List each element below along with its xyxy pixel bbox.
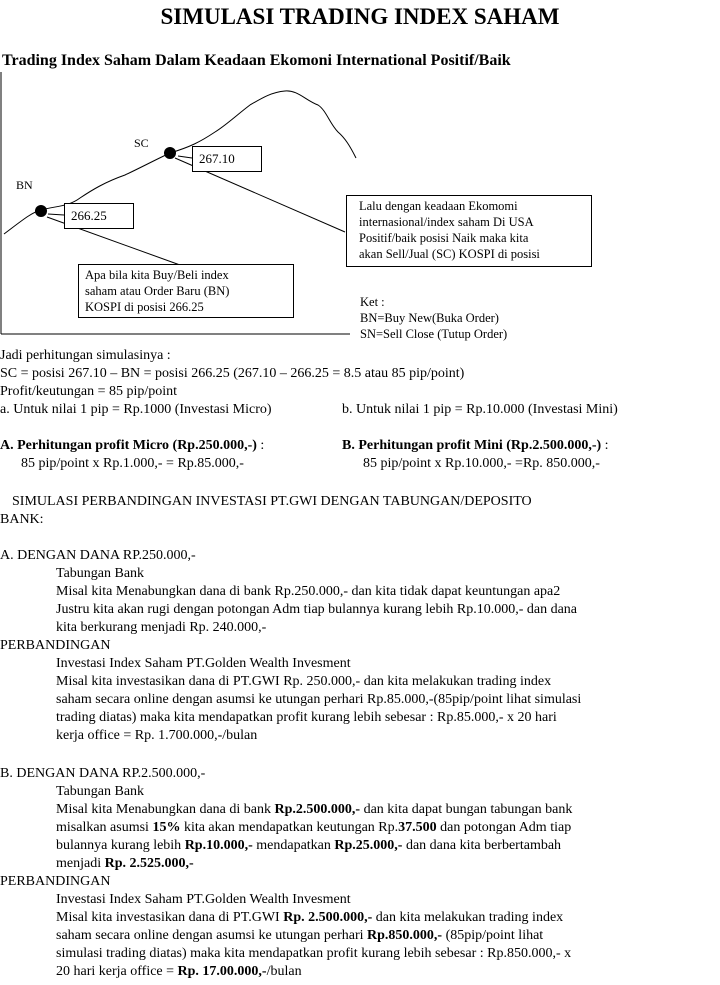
section-b-investment-line: saham secara online dengan asumsi ke utungan perhari Rp.850.000,- (85pip/point lihat — [56, 928, 544, 943]
price-line — [4, 91, 356, 234]
sc-point — [164, 147, 176, 159]
section-a-savings-line: Misal kita Menabungkan dana di bank Rp.250.000,- dan kita tidak dapat keuntungan apa2 — [56, 584, 561, 599]
sc-connector — [178, 156, 192, 158]
section-b-savings-line: menjadi Rp. 2.525.000,- — [56, 856, 194, 871]
section-a-savings-line: kita berkurang menjadi Rp. 240.000,- — [56, 620, 267, 635]
section-b-savings-line: Misal kita Menabungkan dana di bank Rp.2.500.000,- dan kita dapat bungan tabungan bank — [56, 802, 573, 817]
section-b-savings-title: Tabungan Bank — [56, 784, 145, 799]
calc-intro: Jadi perhitungan simulasinya : — [0, 348, 171, 363]
calc-mini-rate: b. Untuk nilai 1 pip = Rp.10.000 (Investasi Mini) — [342, 402, 618, 417]
calc-micro-rate: a. Untuk nilai 1 pip = Rp.1000 (Investasi Micro) — [0, 402, 272, 417]
legend-line: Ket : — [360, 295, 385, 309]
bn-label: BN — [16, 178, 33, 192]
micro-heading: A. Perhitungan profit Micro (Rp.250.000,-) : — [0, 438, 265, 453]
bn-point — [35, 205, 47, 217]
section-b-savings-line: bulannya kurang lebih Rp.10.000,- mendapatkan Rp.25.000,- dan dana kita berbertambah — [56, 838, 562, 853]
section-a-investment-line: saham secara online dengan asumsi ke utungan perhari Rp.85.000,-(85pip/point lihat simulasi — [56, 692, 582, 707]
section-a-investment-line: kerja office = Rp. 1.700.000,-/bulan — [56, 728, 258, 743]
section-a-investment-title: Investasi Index Saham PT.Golden Wealth Invesment — [56, 656, 351, 671]
section-a-investment-line: Misal kita investasikan dana di PT.GWI Rp. 250.000,- dan kita melakukan trading index — [56, 674, 552, 689]
sell-note-box — [346, 195, 592, 267]
legend-line: SN=Sell Close (Tutup Order) — [360, 327, 508, 341]
comparison-heading: SIMULASI PERBANDINGAN INVESTASI PT.GWI DENGAN TABUNGAN/DEPOSITO — [12, 494, 532, 509]
legend-note — [360, 294, 507, 342]
bn-value: 266.25 — [71, 208, 107, 223]
sell-note-line: akan Sell/Jual (SC) KOSPI di posisi — [359, 247, 540, 261]
micro-result: 85 pip/point x Rp.1.000,- = Rp.85.000,- — [21, 456, 244, 471]
mini-result: 85 pip/point x Rp.10.000,- =Rp. 850.000,- — [363, 456, 600, 471]
section-b-savings-line: misalkan asumsi 15% kita akan mendapatkan keutungan Rp.37.500 dan potongan Adm tiap — [56, 820, 572, 835]
mini-heading: B. Perhitungan profit Mini (Rp.2.500.000,-) : — [342, 438, 609, 453]
section-b-investment-title: Investasi Index Saham PT.Golden Wealth Invesment — [56, 892, 351, 907]
section-b-comparison-label: PERBANDINGAN — [0, 874, 111, 889]
section-a-savings-line: Justru kita akan rugi dengan potongan Adm tiap bulannya kurang lebih Rp.10.000,- dan dana — [56, 602, 578, 617]
comparison-heading-cont: BANK: — [0, 512, 44, 527]
sell-note-line: Lalu dengan keadaan Ekomomi — [359, 199, 518, 213]
page-subtitle: Trading Index Saham Dalam Keadaan Ekomoni International Positif/Baik — [2, 52, 511, 69]
sc-label: SC — [134, 136, 149, 150]
buy-note-box — [78, 264, 294, 318]
sell-note-line: internasional/index saham Di USA — [359, 215, 534, 229]
section-a-title: A. DENGAN DANA RP.250.000,- — [0, 548, 196, 563]
calc-formula: SC = posisi 267.10 – BN = posisi 266.25 (267.10 – 266.25 = 8.5 atau 85 pip/point) — [0, 366, 465, 381]
bn-value-box — [64, 203, 134, 229]
bn-connector — [48, 214, 64, 215]
section-a-comparison-label: PERBANDINGAN — [0, 638, 111, 653]
section-b-title: B. DENGAN DANA RP.2.500.000,- — [0, 766, 206, 781]
buy-note-line: Apa bila kita Buy/Beli index — [85, 268, 229, 282]
buy-note-line: KOSPI di posisi 266.25 — [85, 300, 204, 314]
page-title: SIMULASI TRADING INDEX SAHAM — [160, 4, 560, 29]
section-a-savings-title: Tabungan Bank — [56, 566, 145, 581]
sc-value: 267.10 — [199, 151, 235, 166]
legend-line: BN=Buy New(Buka Order) — [360, 311, 499, 325]
calc-profit: Profit/keutungan = 85 pip/point — [0, 384, 178, 399]
section-b-investment-line: 20 hari kerja office = Rp. 17.00.000,-/bulan — [56, 964, 302, 979]
section-b-investment-line: simulasi trading diatas) maka kita mendapatkan profit kurang lebih sebesar : Rp.850.000,- x — [56, 946, 572, 961]
section-b-investment-line: Misal kita investasikan dana di PT.GWI Rp. 2.500.000,- dan kita melakukan trading index — [56, 910, 564, 925]
section-a-investment-line: trading diatas) maka kita mendapatkan profit kurang lebih sebesar : Rp.85.000,- x 20 hari — [56, 710, 557, 725]
sc-value-box — [192, 146, 262, 172]
sell-note-line: Positif/baik posisi Naik maka kita — [359, 231, 529, 245]
buy-note-line: saham atau Order Baru (BN) — [85, 284, 230, 298]
